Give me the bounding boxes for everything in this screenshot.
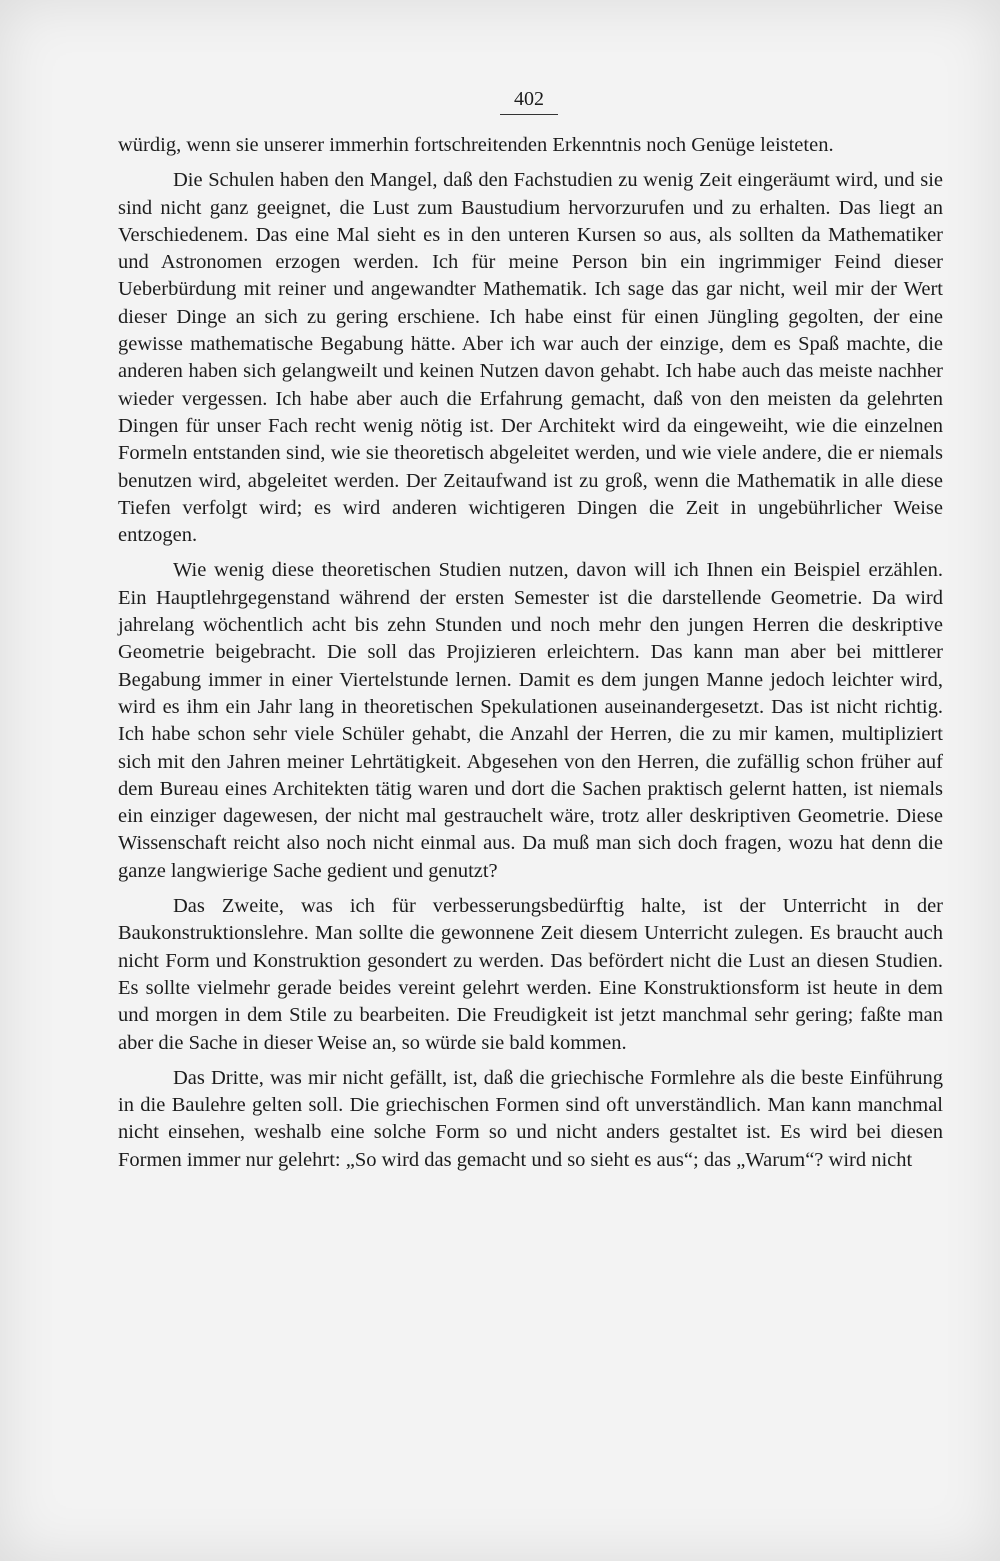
page-number: 402	[514, 88, 544, 110]
paragraph-2: Die Schulen haben den Mangel, daß den Fachstudien zu wenig Zeit eingeräumt wird, und sie sind nicht ganz geeignet, die Lust zum Baustudium hervorzurufen und zu erhalten. Das liegt an Verschiedenem. Das eine Mal sieht es in den unteren Kursen so aus, als sollten da Mathematiker und Astronomen erzogen werden. Ich für meine Person bin ein ingrimmiger Feind dieser Ueberbürdung mit reiner und angewandter Mathematik. Ich sage das gar nicht, weil mir der Wert dieser Dinge an sich zu gering erschiene. Ich habe einst für einen Jüngling gegolten, der eine gewisse mathematische Begabung hätte. Aber ich war auch der einzige, dem es Spaß machte, die anderen haben sich gelangweilt und keinen Nutzen davon gehabt. Ich habe auch das meiste nachher wieder vergessen. Ich habe aber auch die Erfahrung gemacht, daß von den meisten da gelehrten Dingen für unser Fach recht wenig nötig ist. Der Architekt wird da eingeweiht, wie die einzelnen Formeln entstanden sind, wie sie theoretisch abgeleitet werden, und wie viele andere, die er niemals benutzen wird, abgeleitet werden. Der Zeitaufwand ist zu groß, wenn die Mathematik in alle diese Tiefen verfolgt wird; es wird anderen wichtigeren Dingen die Zeit in ungebührlicher Weise entzogen.	[118, 169, 943, 547]
paragraph-4: Das Zweite, was ich für verbesserungsbedürftig halte, ist der Unterricht in der Baukonstruktionslehre. Man sollte die gewonnene Zeit diesem Unterricht zulegen. Es braucht auch nicht Form und Konstruktion gesondert zu werden. Das befördert nicht die Lust an diesen Studien. Es sollte vielmehr gerade beides vereint gelehrt werden. Eine Konstruktionsform ist heute in dem und morgen in dem Stile zu bearbeiten. Die Freudigkeit ist jetzt manchmal sehr gering; faßte man aber die Sache in dieser Weise an, so würde sie bald kommen.	[118, 895, 943, 1054]
page-number-rule	[500, 114, 558, 115]
body-text	[118, 132, 943, 1174]
paragraph-1: würdig, wenn sie unserer immerhin fortschreitenden Erkenntnis noch Genüge leisteten.	[118, 134, 834, 156]
page-header	[500, 88, 558, 115]
paragraph-3: Wie wenig diese theoretischen Studien nutzen, davon will ich Ihnen ein Beispiel erzählen. Ein Hauptlehrgegenstand während der ersten Semester ist die darstellende Geometrie. Da wird jahrelang wöchentlich acht bis zehn Stunden und noch mehr den jungen Herren die deskriptive Geometrie beigebracht. Die soll das Projizieren erleichtern. Das kann man aber bei mittlerer Begabung immer in einer Viertelstunde lernen. Damit es dem jungen Manne jedoch leichter wird, wird es ihm ein Jahr lang in theoretischen Spekulationen auseinandergesetzt. Das ist nicht richtig. Ich habe schon sehr viele Schüler gehabt, die Anzahl der Herren, die zu mir kamen, multipliziert sich mit den Jahren meiner Lehrtätigkeit. Abgesehen von den Herren, die zufällig schon früher auf dem Bureau eines Architekten tätig waren und dort die Sachen praktisch gelernt hatten, ist niemals ein einziger dagewesen, der nicht mal gestrauchelt wäre, trotz aller deskriptiven Geometrie. Diese Wissenschaft reicht also noch nicht einmal aus. Da muß man sich doch fragen, wozu hat denn die ganze langwierige Sache gedient und genutzt?	[118, 559, 943, 882]
paragraph-5: Das Dritte, was mir nicht gefällt, ist, daß die griechische Formlehre als die beste Einführung in die Baulehre gelten soll. Die griechischen Formen sind oft unverständlich. Man kann manchmal nicht einsehen, weshalb eine solche Form so und nicht anders gestaltet ist. Es wird bei diesen Formen immer nur gelehrt: „So wird das gemacht und so sieht es aus“; das „Warum“? wird nicht	[118, 1066, 943, 1171]
